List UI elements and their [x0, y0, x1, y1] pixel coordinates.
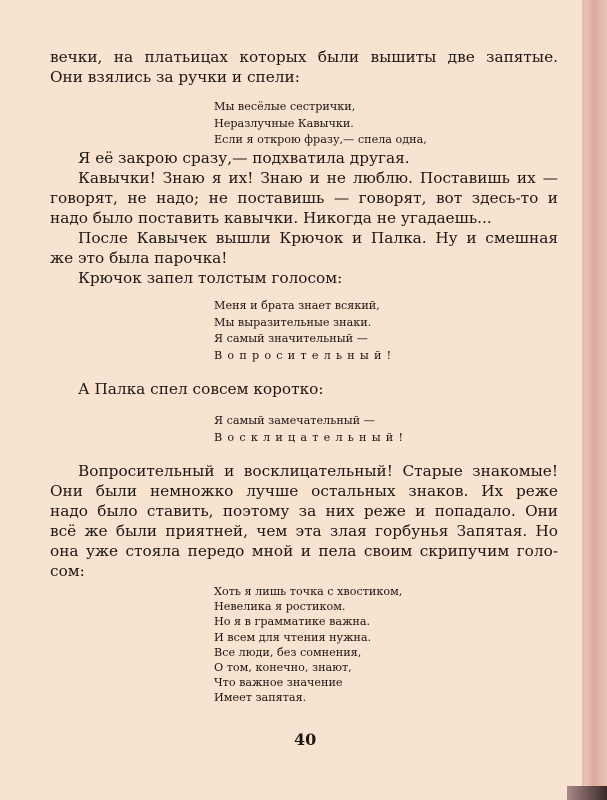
- text-line: надо было поставить кавычки. Никогда не угадаешь...: [50, 209, 492, 227]
- text-line: надо было ставить, поэтому за них реже и попадало. Они: [50, 502, 558, 520]
- verse-line: Неразлучные Кавычки.: [214, 116, 354, 130]
- paragraph-2: [50, 148, 558, 288]
- paragraph-1: [50, 47, 558, 87]
- verse-line: О том, конечно, знают,: [214, 661, 352, 675]
- verse-line: Я самый значительный —: [214, 332, 368, 345]
- page-corner-shadow: [567, 786, 607, 800]
- verse-line: Вопросительный!: [214, 348, 397, 362]
- verse-line: И всем для чтения нужна.: [214, 630, 372, 644]
- verse-line: Что важное значение: [214, 676, 343, 690]
- verse-line: Но я в грамматике важна.: [214, 615, 371, 629]
- paragraph-3: А Палка спел совсем коротко:: [78, 380, 324, 398]
- text-line: Я её закрою сразу,— подхватила другая.: [78, 149, 410, 167]
- verse-line: Я самый замечательный —: [214, 414, 375, 427]
- verse-line: Имеет запятая.: [214, 691, 307, 705]
- text-line: Кавычки! Знаю я их! Знаю и не люблю. Поставишь их —: [78, 169, 558, 187]
- text-line: Они взялись за ручки и спели:: [50, 68, 300, 86]
- verse-line: Если я открою фразу,— спела одна,: [214, 133, 427, 146]
- verse-line: Все люди, без сомнения,: [214, 645, 362, 659]
- text-line: она уже стояла передо мной и пела своим скрипучим голо-: [50, 542, 558, 560]
- verse-line: Мы весёлые сестрички,: [214, 100, 356, 113]
- verse-line: Меня и брата знает всякий,: [214, 299, 380, 312]
- verse-line: Невелика я ростиком.: [214, 600, 346, 614]
- text-line: вечки, на платьицах которых были вышиты две запятые.: [50, 48, 558, 66]
- verse-quotes: [214, 99, 427, 149]
- verse-line: Восклицательный!: [214, 430, 409, 444]
- verse-line: Мы выразительные знаки.: [214, 315, 372, 329]
- text-line: Вопросительный и восклицательный! Старые знакомые!: [78, 462, 558, 480]
- verse-line: Хоть я лишь точка с хвостиком,: [214, 585, 403, 598]
- text-line: После Кавычек вышли Крючок и Палка. Ну и смешная: [78, 229, 558, 247]
- verse-exclamation-mark: [214, 413, 408, 446]
- paragraph-4: [50, 461, 558, 581]
- text-line: говорят, не надо; не поставишь — говорят, вот здесь-то и: [50, 189, 558, 207]
- verse-question-mark: [214, 298, 396, 364]
- page-number: 40: [294, 730, 317, 749]
- text-line: сом:: [50, 562, 85, 580]
- text-line: же это была парочка!: [50, 249, 228, 267]
- verse-comma: [214, 584, 402, 706]
- text-line: Они были немножко лучше остальных знаков. Их реже: [50, 482, 558, 500]
- text-line: всё же были приятней, чем эта злая горбунья Запятая. Но: [50, 522, 558, 540]
- page-edge: [585, 0, 607, 800]
- text-line: Крючок запел толстым голосом:: [78, 269, 343, 287]
